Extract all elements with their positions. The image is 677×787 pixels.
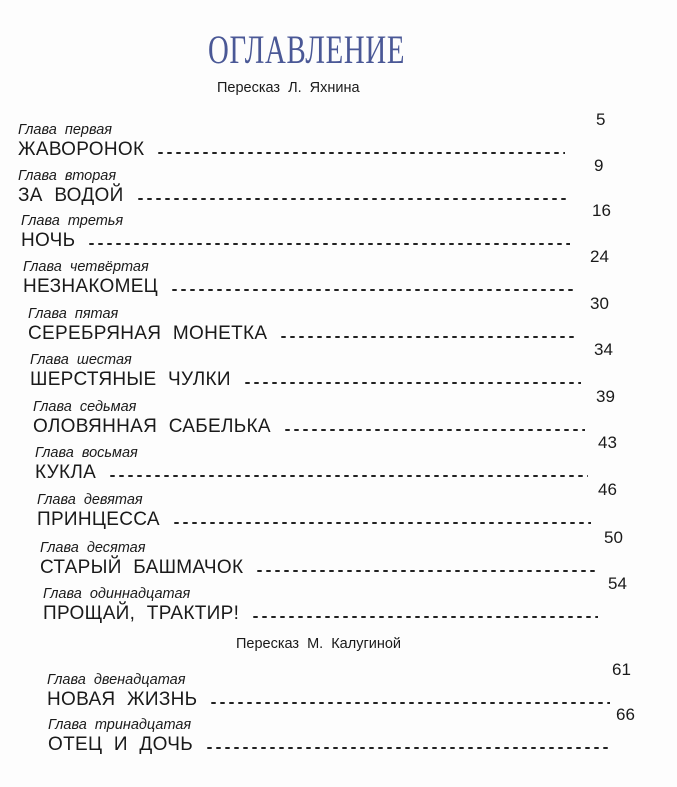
page-number: 46 (598, 480, 617, 499)
chapter-title: ОЛОВЯННАЯ САБЕЛЬКА (33, 416, 271, 437)
chapter-label: Глава одиннадцатая (43, 586, 191, 602)
toc-entry[interactable] (18, 156, 677, 214)
page-number: 34 (594, 340, 613, 359)
dot-leader (87, 243, 570, 245)
chapter-label: Глава двенадцатая (47, 672, 186, 688)
chapter-label: Глава десятая (40, 540, 146, 556)
chapter-label: Глава вторая (18, 168, 117, 184)
page-number: 61 (612, 660, 631, 679)
page-number: 5 (596, 110, 606, 129)
toc-entry[interactable] (18, 110, 677, 168)
chapter-label: Глава тринадцатая (48, 717, 192, 733)
toc-entry[interactable] (35, 433, 677, 491)
page-number: 9 (594, 156, 604, 175)
toc-entry[interactable] (47, 660, 677, 718)
chapter-title: ОТЕЦ И ДОЧЬ (48, 734, 193, 755)
chapter-title: СЕРЕБРЯНАЯ МОНЕТКА (28, 323, 268, 344)
chapter-label: Глава первая (18, 122, 113, 138)
page-number: 66 (616, 705, 635, 724)
chapter-label: Глава пятая (28, 306, 119, 322)
dot-leader (283, 429, 585, 431)
page-number: 54 (608, 574, 627, 593)
chapter-label: Глава третья (21, 213, 124, 229)
toc-entry[interactable] (48, 705, 677, 763)
page-number: 24 (590, 247, 609, 266)
dot-leader (205, 747, 612, 749)
page-title: ОГЛАВЛЕНИЕ (208, 27, 406, 72)
dot-leader (255, 570, 595, 572)
toc-entry[interactable] (23, 247, 677, 305)
chapter-title: ЗА ВОДОЙ (18, 185, 124, 206)
page-number: 50 (604, 528, 623, 547)
page-number: 43 (598, 433, 617, 452)
toc-entry[interactable] (28, 294, 677, 352)
page-number: 16 (592, 201, 611, 220)
section-reteller: Пересказ М. Калугиной (236, 636, 402, 652)
chapter-title: НОЧЬ (21, 230, 76, 251)
chapter-title: СТАРЫЙ БАШМАЧОК (40, 557, 244, 578)
dot-leader (170, 289, 573, 291)
page-number: 39 (596, 387, 615, 406)
dot-leader (243, 382, 581, 384)
page-number: 30 (590, 294, 609, 313)
chapter-title: ЖАВОРОНОК (18, 139, 145, 160)
dot-leader (136, 198, 568, 200)
chapter-title: КУКЛА (35, 462, 97, 483)
chapter-title: НОВАЯ ЖИЗНЬ (47, 689, 198, 710)
chapter-label: Глава седьмая (33, 399, 137, 415)
chapter-title: ШЕРСТЯНЫЕ ЧУЛКИ (30, 369, 231, 390)
chapter-label: Глава четвёртая (23, 259, 149, 275)
dot-leader (279, 336, 578, 338)
dot-leader (251, 616, 598, 618)
dot-leader (108, 475, 588, 477)
chapter-title: ПРОЩАЙ, ТРАКТИР! (43, 603, 240, 624)
toc-entry[interactable] (43, 574, 677, 632)
chapter-label: Глава шестая (30, 352, 132, 368)
chapter-label: Глава девятая (37, 492, 143, 508)
chapter-label: Глава восьмая (35, 445, 138, 461)
toc-entry[interactable] (21, 201, 677, 259)
dot-leader (209, 702, 610, 704)
toc-entry[interactable] (33, 387, 677, 445)
chapter-title: ПРИНЦЕССА (37, 509, 160, 530)
toc-entry[interactable] (40, 528, 677, 586)
toc-entry[interactable] (30, 340, 677, 398)
section-reteller: Пересказ Л. Яхнина (217, 80, 360, 96)
chapter-title: НЕЗНАКОМЕЦ (23, 276, 159, 297)
dot-leader (156, 152, 565, 154)
dot-leader (172, 522, 591, 524)
toc-entry[interactable] (37, 480, 677, 538)
